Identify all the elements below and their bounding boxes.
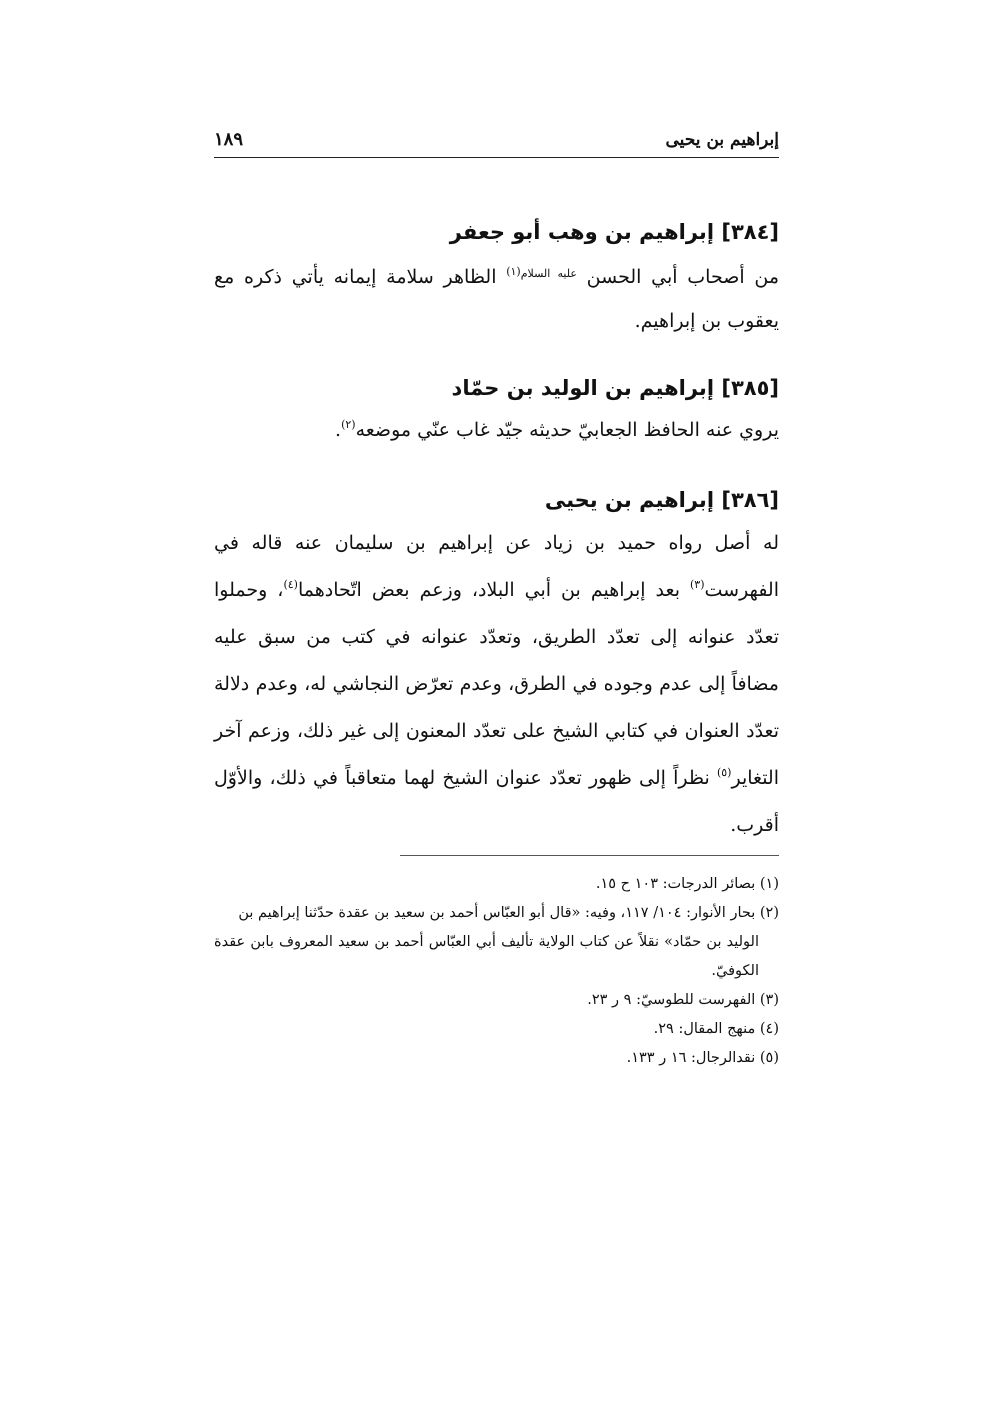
- entry-text: [214, 520, 779, 849]
- entry-text: [214, 408, 779, 452]
- footnotes: [214, 870, 779, 1073]
- entry-text-part: يروي عنه الحافظ الجعابيّ حديثه جيّد غاب عنّي موضعه: [355, 419, 779, 441]
- footnote-ref[interactable]: (٣): [689, 578, 705, 591]
- footnote-2: (٢) بحار الأنوار: ١٠٤/ ١١٧، وفيه: «قال أبو العبّاس أحمد بن سعيد بن عقدة حدّثنا إبراهيم بن: [238, 905, 779, 921]
- footnote-5: (٥) نقدالرجال: ١٦ ر ١٣٣.: [626, 1050, 779, 1066]
- page-number: ١٨٩: [214, 129, 244, 150]
- entry-title: [٣٨٤] إبراهيم بن وهب أبو جعفر: [449, 220, 779, 244]
- header-rule: [214, 157, 779, 158]
- entry-text: [214, 252, 779, 343]
- entry-text-part: من أصحاب أبي الحسن: [576, 266, 779, 288]
- entry-385: [214, 368, 779, 452]
- footnote-ref[interactable]: (٥): [716, 766, 732, 779]
- footnote-ref[interactable]: (٢): [341, 418, 356, 431]
- honorific-symbol: عليه السلام: [520, 267, 577, 280]
- entry-386: [214, 480, 779, 849]
- footnote-ref[interactable]: (١): [506, 265, 521, 278]
- entry-title: [٣٨٥] إبراهيم بن الوليد بن حمّاد: [451, 376, 779, 400]
- entry-title: [٣٨٦] إبراهيم بن يحيى: [544, 488, 779, 512]
- footnote-4: (٤) منهج المقال: ٢٩.: [653, 1021, 779, 1037]
- entry-384: [214, 212, 779, 343]
- entry-text-part: .: [335, 419, 342, 441]
- running-title: إبراهيم بن يحيى: [665, 130, 779, 150]
- footnote-2-continued: الوليد بن حمّاد» نقلاً عن كتاب الولاية تأليف أبي العبّاس أحمد بن سعيد المعروف بابن عقدة الكوفيّ.: [214, 934, 759, 979]
- footnote-rule: [400, 855, 779, 856]
- entry-text-part: ، وحملوا تعدّد عنوانه إلى تعدّد الطريق، وتعدّد عنوانه في كتب من سبق عليه مضافاً إلى عدم وجوده في الطرق، وعدم تعرّض النجاشي له، وعدم دلالة تعدّد العنوان في كتابي الشيخ على تعدّد المعنون إلى غير ذلك، وزعم آخر التغاير: [214, 579, 779, 789]
- running-header: [214, 126, 779, 158]
- entry-text-part: نظراً إلى ظهور تعدّد عنوان الشيخ لهما متعاقباً في ذلك، والأوّل أقرب.: [214, 767, 779, 836]
- entry-text-part: الظاهر سلامة إيمانه يأتي ذكره مع يعقوب بن إبراهيم.: [214, 266, 779, 332]
- footnote-ref[interactable]: (٤): [283, 578, 298, 591]
- entry-text-part: بعد إبراهيم بن أبي البلاد، وزعم بعض اتّحادهما: [297, 579, 690, 601]
- footnote-3: (٣) الفهرست للطوسيّ: ٩ ر ٢٣.: [587, 992, 779, 1008]
- entry-text-part: له أصل رواه حميد بن زياد عن إبراهيم بن سليمان عنه قاله في الفهرست: [214, 532, 779, 601]
- footnote-1: (١) بصائر الدرجات: ١٠٣ ح ١٥.: [595, 876, 779, 892]
